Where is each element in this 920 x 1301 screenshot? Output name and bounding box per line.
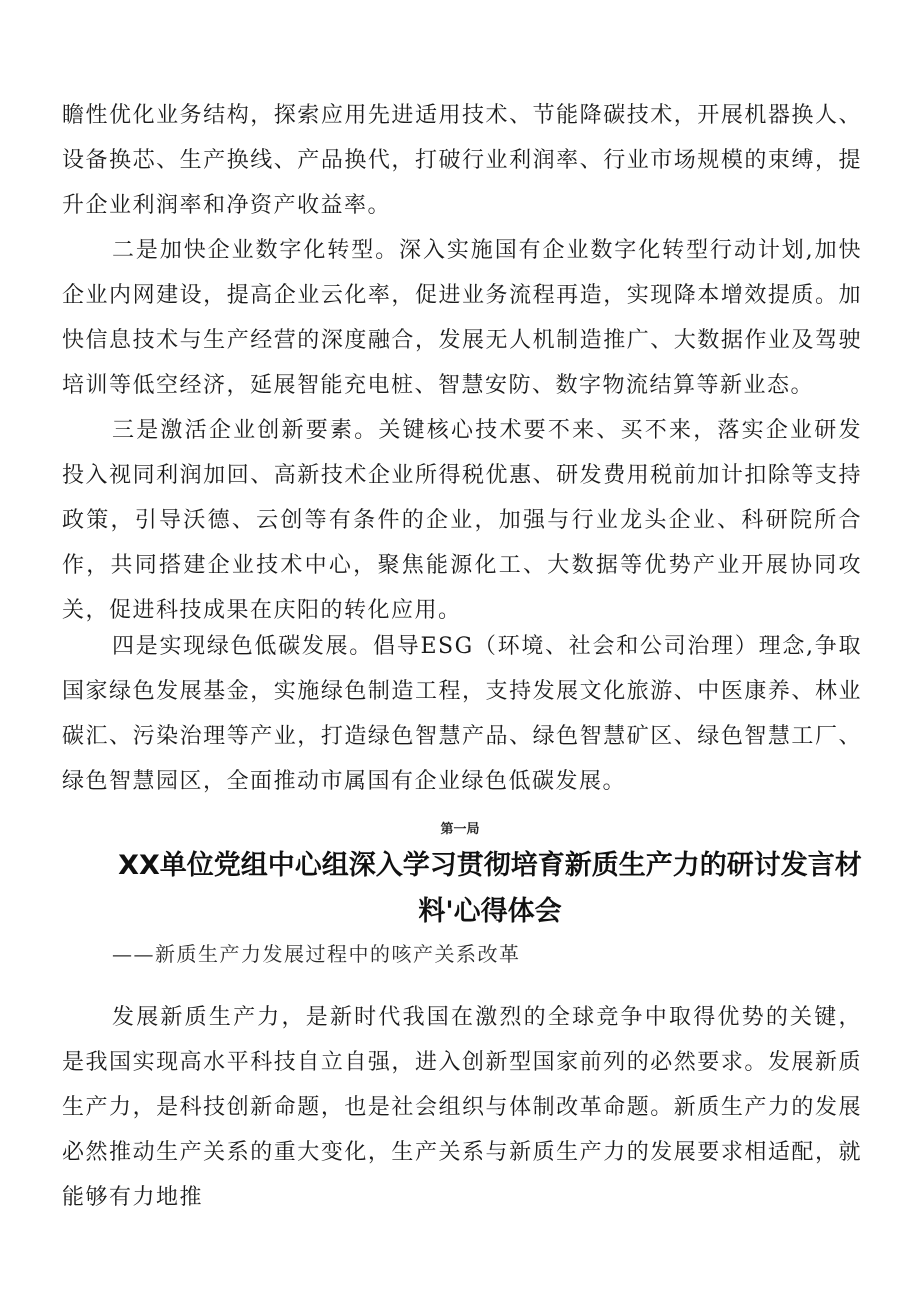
section-label: 第一局 [440, 822, 480, 837]
body-paragraph: 瞻性优化业务结构，探索应用先进适用技术、节能降碳技术，开展机器换人、设备换芯、生产换线、产品换代，打破行业利润率、行业市场规模的束缚，提升企业利润率和净资产收益率。 [62, 103, 862, 218]
document-title: XX单位党组中心组深入学习贯彻培育新质生产力的研讨发言材料'心得体会 [118, 850, 862, 927]
body-paragraph: 发展新质生产力，是新时代我国在激烈的全球竞争中取得优势的关键，是我国实现高水平科技自立自强，进入创新型国家前列的必然要求。发展新质生产力，是科技创新命题，也是社会组织与体制改革命题。新质生产力的发展必然推动生产关系的重大变化，生产关系与新质生产力的发展要求相适配，就能够有力地推 [62, 1005, 862, 1210]
body-paragraph: 四是实现绿色低碳发展。倡导ESG（环境、社会和公司治理）理念,争取国家绿色发展基金，实施绿色制造工程，支持发展文化旅游、中医康养、林业碳汇、污染治理等产业，打造绿色智慧产品、绿色智慧矿区、绿色智慧工厂、绿色智慧园区，全面推动市属国有企业绿色低碳发展。 [62, 634, 862, 794]
body-paragraph: 二是加快企业数字化转型。深入实施国有企业数字化转型行动计划,加快企业内网建设，提高企业云化率，促进业务流程再造，实现降本增效提质。加快信息技术与生产经营的深度融合，发展无人机制造推广、大数据作业及驾驶培训等低空经济，延展智能充电桩、智慧安防、数字物流结算等新业态。 [62, 238, 862, 398]
body-paragraph: 三是激活企业创新要素。关键核心技术要不来、买不来，落实企业研发投入视同利润加回、高新技术企业所得税优惠、研发费用税前加计扣除等支持政策，引导沃德、云创等有条件的企业，加强与行业龙头企业、科研院所合作，共同搭建企业技术中心，聚焦能源化工、大数据等优势产业开展协同攻关，促进科技成果在庆阳的转化应用。 [62, 418, 862, 623]
document-subtitle: ——新质生产力发展过程中的咳产关系改革 [112, 942, 521, 966]
